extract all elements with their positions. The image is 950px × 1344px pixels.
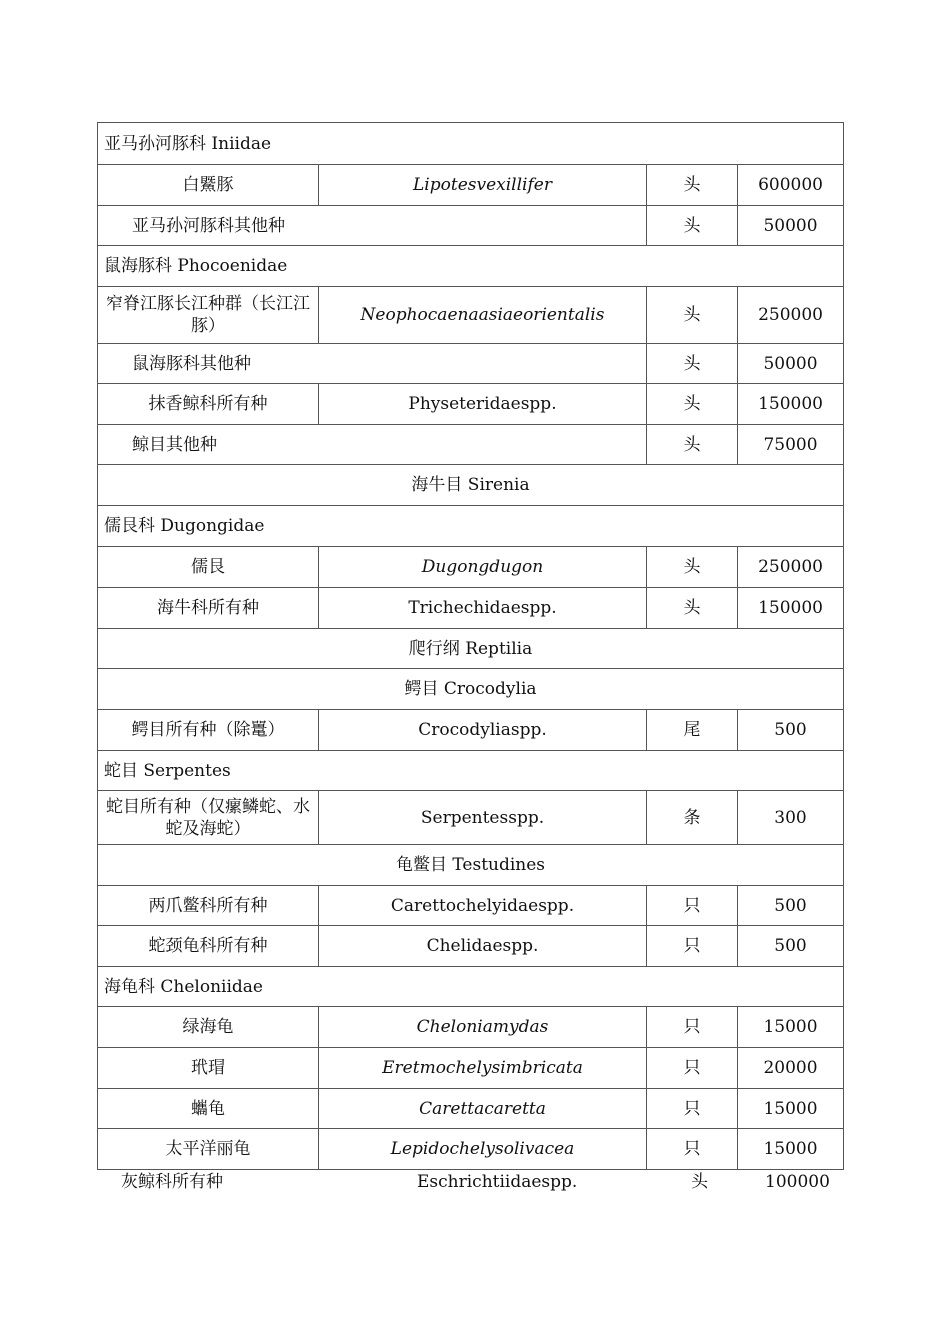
latin-name: Cheloniamydas [319, 1007, 647, 1048]
species-name: 蛇颈龟科所有种 [98, 926, 319, 967]
value-cell: 500 [738, 926, 844, 967]
unit-cell: 只 [647, 1048, 738, 1089]
unit-cell: 头 [647, 384, 738, 425]
order-header: 海牛目 Sirenia [98, 465, 844, 506]
species-name: 绿海龟 [98, 1007, 319, 1048]
order-header: 龟鳖目 Testudines [98, 845, 844, 886]
table-row [98, 1048, 844, 1089]
unit-cell: 只 [647, 1089, 738, 1129]
value-cell: 300 [738, 791, 844, 845]
species-name: 鼠海豚科其他种 [98, 344, 647, 384]
table-row [98, 845, 844, 886]
family-header: 儒艮科 Dugongidae [98, 506, 844, 547]
value-cell: 500 [738, 710, 844, 751]
latin-name: Dugongdugon [319, 547, 647, 588]
table-row [98, 926, 844, 967]
latin-name: Carettochelyidaespp. [319, 886, 647, 926]
value-cell: 50000 [738, 206, 844, 246]
unit-cell: 头 [647, 425, 738, 465]
species-name: 鲸目其他种 [98, 425, 647, 465]
species-name: 白鱀豚 [98, 165, 319, 206]
value-cell: 500 [738, 886, 844, 926]
table-row [98, 165, 844, 206]
value-cell: 75000 [738, 425, 844, 465]
latin-name: Physeteridaespp. [319, 384, 647, 425]
family-header: 亚马孙河豚科 Iniidae [98, 123, 844, 165]
latin-name: Lepidochelysolivacea [319, 1129, 647, 1170]
trailing-row [97, 1170, 843, 1194]
species-name: 海牛科所有种 [98, 588, 319, 629]
order-header: 爬行纲 Reptilia [98, 629, 844, 669]
table-row [98, 246, 844, 287]
family-header: 鼠海豚科 Phocoenidae [98, 246, 844, 287]
table-row [98, 384, 844, 425]
family-header: 海龟科 Cheloniidae [98, 967, 844, 1007]
trailing-value: 100000 [765, 1172, 830, 1192]
table-row [98, 1089, 844, 1129]
latin-name: Lipotesvexillifer [319, 165, 647, 206]
value-cell: 50000 [738, 344, 844, 384]
latin-name: Serpentesspp. [319, 791, 647, 845]
table-row [98, 123, 844, 165]
order-header: 鳄目 Crocodylia [98, 669, 844, 710]
table-row [98, 506, 844, 547]
value-cell: 250000 [738, 547, 844, 588]
table-row [98, 1007, 844, 1048]
trailing-species-name: 灰鲸科所有种 [121, 1172, 223, 1192]
species-name: 亚马孙河豚科其他种 [98, 206, 647, 246]
table-row [98, 588, 844, 629]
value-cell: 150000 [738, 384, 844, 425]
table-row [98, 344, 844, 384]
unit-cell: 头 [647, 287, 738, 344]
species-name: 两爪鳖科所有种 [98, 886, 319, 926]
species-name: 儒艮 [98, 547, 319, 588]
unit-cell: 只 [647, 1129, 738, 1170]
unit-cell: 头 [647, 165, 738, 206]
latin-name: Trichechidaespp. [319, 588, 647, 629]
value-cell: 600000 [738, 165, 844, 206]
species-name: 鳄目所有种（除鼍） [98, 710, 319, 751]
value-cell: 250000 [738, 287, 844, 344]
value-cell: 20000 [738, 1048, 844, 1089]
table-row [98, 1129, 844, 1170]
table-row [98, 465, 844, 506]
unit-cell: 头 [647, 344, 738, 384]
unit-cell: 条 [647, 791, 738, 845]
latin-name: Crocodyliaspp. [319, 710, 647, 751]
latin-name: Carettacaretta [319, 1089, 647, 1129]
latin-name: Eretmochelysimbricata [319, 1048, 647, 1089]
species-name: 蠵龟 [98, 1089, 319, 1129]
table-row [98, 967, 844, 1007]
species-name: 窄脊江豚长江种群（长江江豚） [98, 287, 319, 344]
unit-cell: 只 [647, 1007, 738, 1048]
table-row [98, 547, 844, 588]
table-row [98, 206, 844, 246]
species-name: 抹香鲸科所有种 [98, 384, 319, 425]
species-name: 太平洋丽龟 [98, 1129, 319, 1170]
unit-cell: 尾 [647, 710, 738, 751]
unit-cell: 头 [647, 547, 738, 588]
table-row [98, 791, 844, 845]
family-header: 蛇目 Serpentes [98, 751, 844, 791]
species-name: 玳瑁 [98, 1048, 319, 1089]
table-row [98, 710, 844, 751]
unit-cell: 只 [647, 886, 738, 926]
unit-cell: 头 [647, 206, 738, 246]
table-body [98, 123, 844, 1170]
table-row [98, 886, 844, 926]
value-cell: 15000 [738, 1089, 844, 1129]
table-row [98, 751, 844, 791]
value-cell: 15000 [738, 1129, 844, 1170]
latin-name: Neophocaenaasiaeorientalis [319, 287, 647, 344]
value-cell: 15000 [738, 1007, 844, 1048]
species-price-table [97, 122, 844, 1170]
species-name: 蛇目所有种（仅瘰鳞蛇、水蛇及海蛇） [98, 791, 319, 845]
trailing-unit: 头 [691, 1172, 708, 1192]
trailing-latin-name: Eschrichtiidaespp. [417, 1172, 578, 1192]
unit-cell: 只 [647, 926, 738, 967]
latin-name: Chelidaespp. [319, 926, 647, 967]
table-row [98, 287, 844, 344]
unit-cell: 头 [647, 588, 738, 629]
table-row [98, 669, 844, 710]
table-row [98, 629, 844, 669]
table-row [98, 425, 844, 465]
value-cell: 150000 [738, 588, 844, 629]
